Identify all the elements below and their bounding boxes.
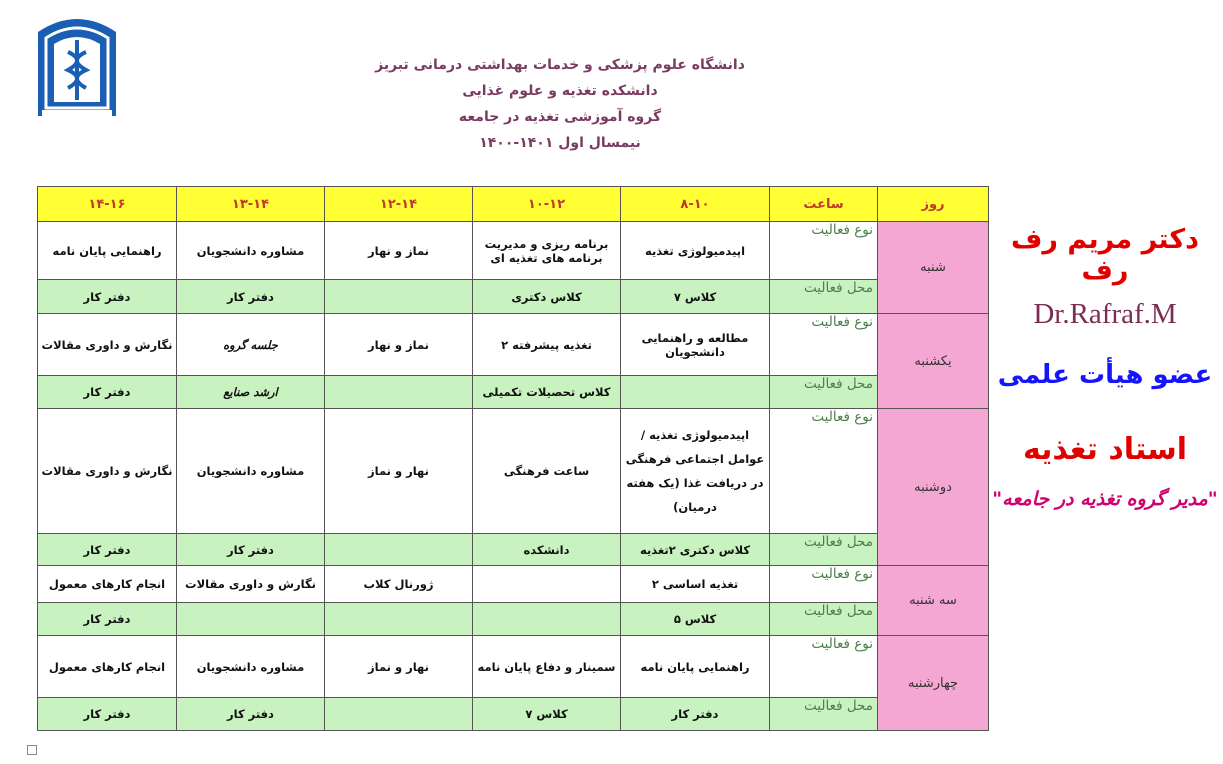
table-cell: برنامه ریزی و مدیریت برنامه های تغذیه ای: [473, 222, 621, 280]
table-cell: کلاس دکتری ۲تغذیه: [621, 534, 770, 566]
university-logo: [34, 12, 120, 122]
table-cell: سمینار و دفاع پایان نامه: [473, 636, 621, 698]
table-cell: جلسه گروه: [177, 314, 325, 376]
semester-title: نیمسال اول ۱۴۰۱-۱۴۰۰: [479, 135, 641, 151]
table-cell: دفتر کار: [38, 534, 177, 566]
table-cell: دفتر کار: [177, 534, 325, 566]
day-column-header: روز: [878, 187, 989, 222]
table-row: [38, 603, 989, 636]
department-title: گروه آموزشی تغذیه در جامعه: [458, 109, 662, 125]
table-cell: نگارش و داوری مقالات: [38, 314, 177, 376]
table-cell: ژورنال کلاب: [325, 566, 473, 603]
table-cell: نماز و نهار: [325, 314, 473, 376]
activity-label: نوع فعالیت: [770, 409, 878, 534]
table-cell: مشاوره دانشجویان: [177, 636, 325, 698]
slot-header: ۱۳-۱۴: [177, 187, 325, 222]
table-cell: اپیدمیولوژی تغذیه /عوامل اجتماعی فرهنگی در دریافت غذا (یک هفته درمیان): [621, 409, 770, 534]
table-cell: دفتر کار: [38, 603, 177, 636]
day-cell: سه شنبه: [878, 566, 989, 636]
location-label: محل فعالیت: [770, 534, 878, 566]
table-row: [38, 314, 989, 376]
table-cell: [325, 280, 473, 314]
table-cell: نهار و نماز: [325, 409, 473, 534]
location-label: محل فعالیت: [770, 376, 878, 409]
table-cell: مطالعه و راهنمایی دانشجویان: [621, 314, 770, 376]
table-cell: انجام کارهای معمول: [38, 566, 177, 603]
table-cell: مشاوره دانشجویان: [177, 222, 325, 280]
table-cell: راهنمایی پایان نامه: [621, 636, 770, 698]
table-cell: [473, 603, 621, 636]
table-row: [38, 280, 989, 314]
table-row: [38, 698, 989, 731]
table-cell: دانشکده: [473, 534, 621, 566]
table-row: [38, 409, 989, 534]
activity-label: نوع فعالیت: [770, 566, 878, 603]
table-cell: ساعت فرهنگی: [473, 409, 621, 534]
slot-header: ۱۴-۱۶: [38, 187, 177, 222]
slot-header: ۱۰-۱۲: [473, 187, 621, 222]
table-row: [38, 376, 989, 409]
table-cell: [325, 376, 473, 409]
day-cell: چهارشنبه: [878, 636, 989, 731]
table-row: [38, 222, 989, 280]
faculty-title: دانشکده تغذیه و علوم غذایی: [462, 83, 658, 99]
anchor-marker: [27, 745, 37, 755]
day-cell: دوشنبه: [878, 409, 989, 566]
table-cell: کلاس تحصیلات تکمیلی: [473, 376, 621, 409]
day-cell: شنبه: [878, 222, 989, 314]
document-header: [330, 52, 790, 156]
day-cell: یکشنبه: [878, 314, 989, 409]
table-cell: مشاوره دانشجویان: [177, 409, 325, 534]
table-cell: انجام کارهای معمول: [38, 636, 177, 698]
activity-label: نوع فعالیت: [770, 636, 878, 698]
table-cell: کلاس ۷: [621, 280, 770, 314]
group-head-title: "مدیر گروه تغذیه در جامعه": [992, 488, 1218, 510]
table-cell: دفتر کار: [177, 280, 325, 314]
professor-name: دکتر مریم رف رف: [1011, 224, 1199, 286]
table-cell: [325, 534, 473, 566]
schedule-header-row: [38, 187, 989, 222]
table-row: [38, 534, 989, 566]
table-cell: [325, 698, 473, 731]
professor-title: استاد تغذیه: [1022, 432, 1188, 467]
table-row: [38, 566, 989, 603]
table-cell: [473, 566, 621, 603]
table-cell: دفتر کار: [177, 698, 325, 731]
table-cell: کلاس ۵: [621, 603, 770, 636]
table-cell: تغذیه پیشرفته ۲: [473, 314, 621, 376]
location-label: محل فعالیت: [770, 698, 878, 731]
time-column-header: ساعت: [770, 187, 878, 222]
table-cell: کلاس ۷: [473, 698, 621, 731]
professor-latin-name: Dr.Rafraf.M: [1033, 298, 1177, 330]
table-row: [38, 636, 989, 698]
table-cell: [177, 603, 325, 636]
table-cell: دفتر کار: [38, 698, 177, 731]
table-cell: [325, 603, 473, 636]
table-cell: نماز و نهار: [325, 222, 473, 280]
slot-header: ۸-۱۰: [621, 187, 770, 222]
table-cell: ارشد صنایع: [177, 376, 325, 409]
location-label: محل فعالیت: [770, 603, 878, 636]
table-cell: کلاس دکتری: [473, 280, 621, 314]
table-cell: اپیدمیولوژی تغذیه: [621, 222, 770, 280]
university-title: دانشگاه علوم پزشکی و خدمات بهداشتی درمانی تبریز: [375, 57, 745, 73]
location-label: محل فعالیت: [770, 280, 878, 314]
table-cell: راهنمایی پایان نامه: [38, 222, 177, 280]
activity-label: نوع فعالیت: [770, 222, 878, 280]
table-cell: [621, 376, 770, 409]
table-cell: نگارش و داوری مقالات: [177, 566, 325, 603]
activity-label: نوع فعالیت: [770, 314, 878, 376]
table-cell: دفتر کار: [621, 698, 770, 731]
table-cell: دفتر کار: [38, 280, 177, 314]
faculty-member-title: عضو هیأت علمی: [997, 360, 1213, 390]
table-cell: تغذیه اساسی ۲: [621, 566, 770, 603]
slot-header: ۱۲-۱۴: [325, 187, 473, 222]
table-cell: دفتر کار: [38, 376, 177, 409]
schedule-table: [37, 186, 989, 731]
table-cell: نهار و نماز: [325, 636, 473, 698]
table-cell: نگارش و داوری مقالات: [38, 409, 177, 534]
